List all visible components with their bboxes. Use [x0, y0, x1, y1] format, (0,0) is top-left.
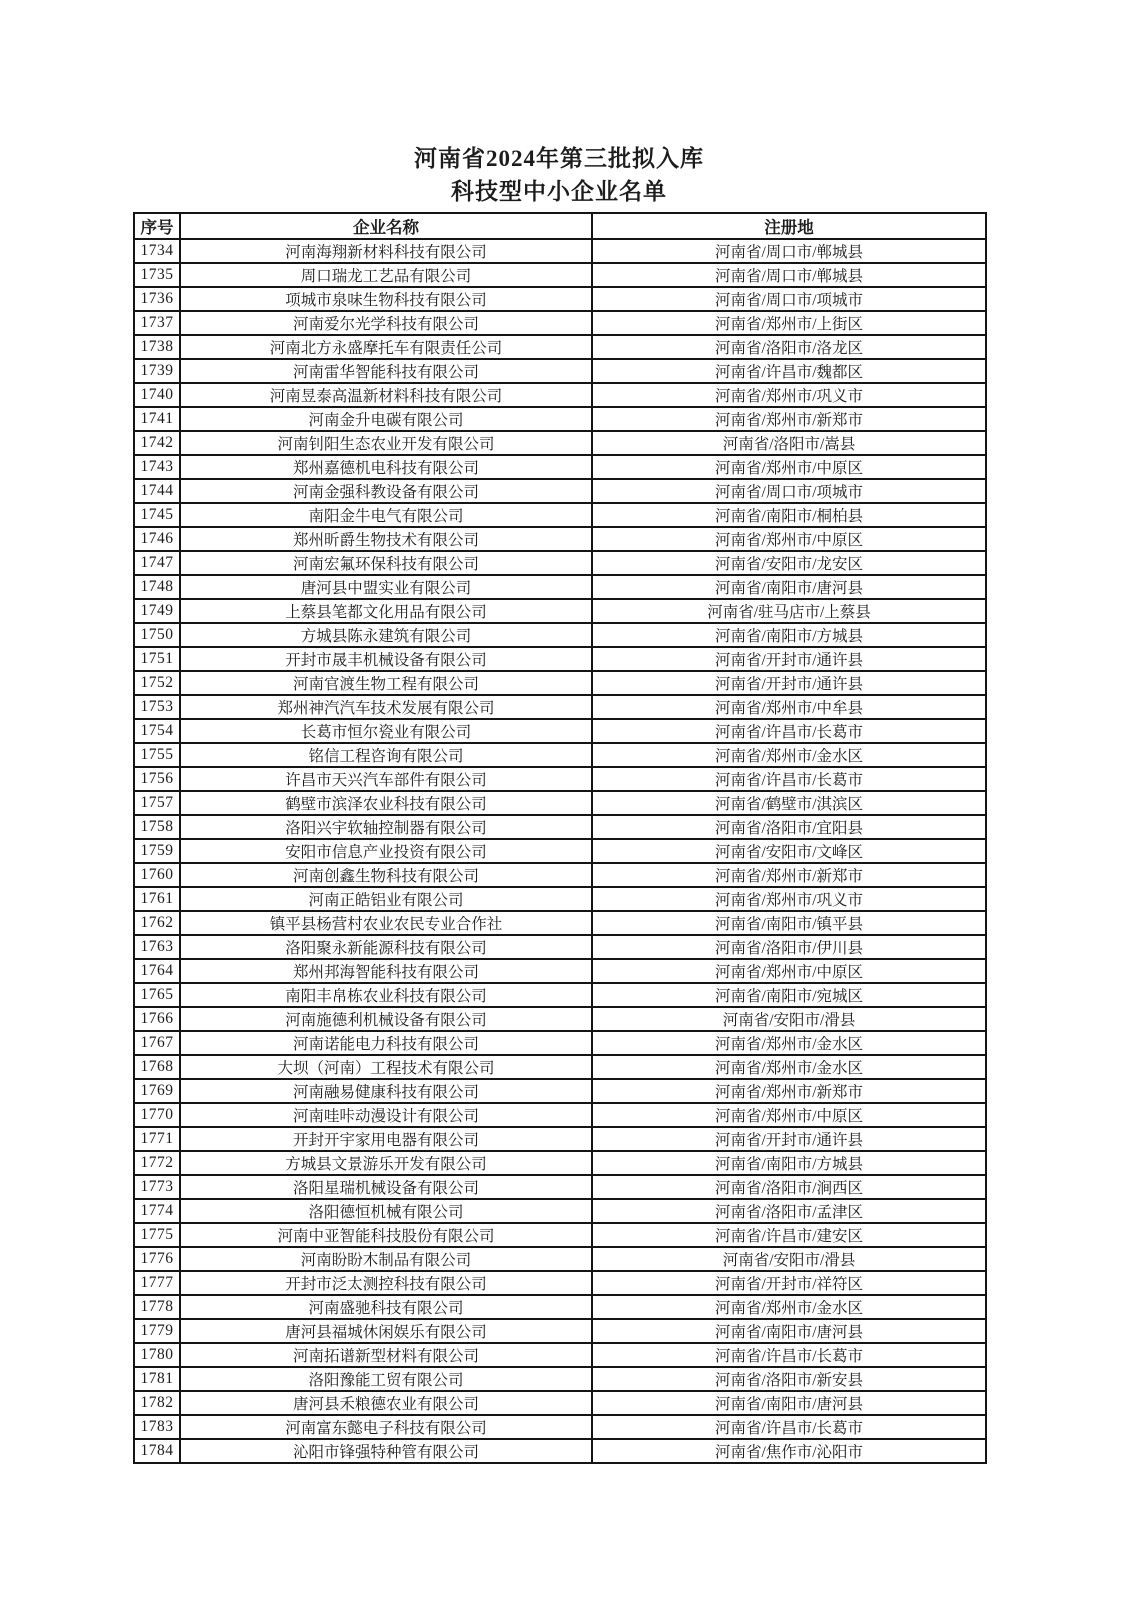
serial-cell: 1780 — [134, 1343, 180, 1367]
table-row — [134, 1127, 986, 1151]
registration-place-cell: 河南省/洛阳市/孟津区 — [592, 1199, 986, 1223]
table-row — [134, 1367, 986, 1391]
serial-cell: 1770 — [134, 1103, 180, 1127]
registration-place-cell: 河南省/南阳市/唐河县 — [592, 1319, 986, 1343]
company-name-cell: 安阳市信息产业投资有限公司 — [180, 839, 592, 863]
company-name-cell: 周口瑞龙工艺品有限公司 — [180, 263, 592, 287]
table-row — [134, 719, 986, 743]
registration-place-cell: 河南省/驻马店市/上蔡县 — [592, 599, 986, 623]
table-row — [134, 1007, 986, 1031]
table-row — [134, 1055, 986, 1079]
table-row — [134, 1415, 986, 1439]
table-header — [134, 213, 986, 239]
serial-cell: 1752 — [134, 671, 180, 695]
serial-cell: 1777 — [134, 1271, 180, 1295]
header-registration-place: 注册地 — [592, 213, 986, 239]
registration-place-cell: 河南省/郑州市/中原区 — [592, 1103, 986, 1127]
table-row — [134, 1439, 986, 1463]
registration-place-cell: 河南省/许昌市/长葛市 — [592, 1415, 986, 1439]
table-row — [134, 503, 986, 527]
registration-place-cell: 河南省/许昌市/魏都区 — [592, 359, 986, 383]
registration-place-cell: 河南省/南阳市/方城县 — [592, 1151, 986, 1175]
registration-place-cell: 河南省/开封市/祥符区 — [592, 1271, 986, 1295]
table-row — [134, 479, 986, 503]
serial-cell: 1743 — [134, 455, 180, 479]
registration-place-cell: 河南省/许昌市/长葛市 — [592, 1343, 986, 1367]
table-row — [134, 1343, 986, 1367]
registration-place-cell: 河南省/许昌市/长葛市 — [592, 767, 986, 791]
company-name-cell: 河南雷华智能科技有限公司 — [180, 359, 592, 383]
registration-place-cell: 河南省/许昌市/建安区 — [592, 1223, 986, 1247]
registration-place-cell: 河南省/郑州市/新郑市 — [592, 407, 986, 431]
serial-cell: 1759 — [134, 839, 180, 863]
company-name-cell: 唐河县禾粮德农业有限公司 — [180, 1391, 592, 1415]
serial-cell: 1750 — [134, 623, 180, 647]
serial-cell: 1778 — [134, 1295, 180, 1319]
serial-cell: 1784 — [134, 1439, 180, 1463]
table-row — [134, 239, 986, 263]
registration-place-cell: 河南省/郑州市/新郑市 — [592, 1079, 986, 1103]
registration-place-cell: 河南省/郑州市/巩义市 — [592, 383, 986, 407]
company-name-cell: 河南官渡生物工程有限公司 — [180, 671, 592, 695]
registration-place-cell: 河南省/郑州市/中原区 — [592, 959, 986, 983]
table-row — [134, 815, 986, 839]
registration-place-cell: 河南省/安阳市/龙安区 — [592, 551, 986, 575]
registration-place-cell: 河南省/洛阳市/新安县 — [592, 1367, 986, 1391]
table-row — [134, 647, 986, 671]
company-name-cell: 郑州神汽汽车技术发展有限公司 — [180, 695, 592, 719]
company-name-cell: 项城市泉味生物科技有限公司 — [180, 287, 592, 311]
company-name-cell: 南阳金牛电气有限公司 — [180, 503, 592, 527]
registration-place-cell: 河南省/许昌市/长葛市 — [592, 719, 986, 743]
serial-cell: 1745 — [134, 503, 180, 527]
registration-place-cell: 河南省/安阳市/滑县 — [592, 1247, 986, 1271]
table-row — [134, 911, 986, 935]
serial-cell: 1768 — [134, 1055, 180, 1079]
company-name-cell: 开封市晟丰机械设备有限公司 — [180, 647, 592, 671]
registration-place-cell: 河南省/开封市/通许县 — [592, 671, 986, 695]
serial-cell: 1741 — [134, 407, 180, 431]
company-name-cell: 河南富东懿电子科技有限公司 — [180, 1415, 592, 1439]
serial-cell: 1735 — [134, 263, 180, 287]
serial-cell: 1737 — [134, 311, 180, 335]
table-row — [134, 287, 986, 311]
table-row — [134, 335, 986, 359]
registration-place-cell: 河南省/郑州市/巩义市 — [592, 887, 986, 911]
serial-cell: 1775 — [134, 1223, 180, 1247]
table-row — [134, 1223, 986, 1247]
document-title — [133, 142, 985, 209]
table-row — [134, 935, 986, 959]
registration-place-cell: 河南省/焦作市/沁阳市 — [592, 1439, 986, 1463]
serial-cell: 1744 — [134, 479, 180, 503]
serial-cell: 1734 — [134, 239, 180, 263]
table-row — [134, 791, 986, 815]
serial-cell: 1761 — [134, 887, 180, 911]
serial-cell: 1781 — [134, 1367, 180, 1391]
company-name-cell: 许昌市天兴汽车部件有限公司 — [180, 767, 592, 791]
company-name-cell: 河南金强科教设备有限公司 — [180, 479, 592, 503]
company-name-cell: 唐河县中盟实业有限公司 — [180, 575, 592, 599]
company-name-cell: 洛阳豫能工贸有限公司 — [180, 1367, 592, 1391]
serial-cell: 1753 — [134, 695, 180, 719]
company-name-cell: 南阳丰帛栋农业科技有限公司 — [180, 983, 592, 1007]
registration-place-cell: 河南省/郑州市/金水区 — [592, 1295, 986, 1319]
table-row — [134, 767, 986, 791]
table-row — [134, 1151, 986, 1175]
serial-cell: 1764 — [134, 959, 180, 983]
registration-place-cell: 河南省/洛阳市/洛龙区 — [592, 335, 986, 359]
table-row — [134, 1031, 986, 1055]
company-name-cell: 洛阳聚永新能源科技有限公司 — [180, 935, 592, 959]
registration-place-cell: 河南省/郑州市/中牟县 — [592, 695, 986, 719]
company-name-cell: 鹤壁市滨泽农业科技有限公司 — [180, 791, 592, 815]
table-row — [134, 863, 986, 887]
document-title-line2: 科技型中小企业名单 — [451, 179, 667, 205]
table-row — [134, 1247, 986, 1271]
table-row — [134, 1391, 986, 1415]
company-name-cell: 长葛市恒尔瓷业有限公司 — [180, 719, 592, 743]
table-row — [134, 623, 986, 647]
company-name-cell: 洛阳德恒机械有限公司 — [180, 1199, 592, 1223]
company-name-cell: 方城县文景游乐开发有限公司 — [180, 1151, 592, 1175]
company-name-cell: 开封市泛太测控科技有限公司 — [180, 1271, 592, 1295]
table-row — [134, 839, 986, 863]
company-name-cell: 河南哇咔动漫设计有限公司 — [180, 1103, 592, 1127]
company-name-cell: 唐河县福城休闲娱乐有限公司 — [180, 1319, 592, 1343]
company-name-cell: 河南施德利机械设备有限公司 — [180, 1007, 592, 1031]
company-name-cell: 河南融易健康科技有限公司 — [180, 1079, 592, 1103]
registration-place-cell: 河南省/郑州市/金水区 — [592, 1055, 986, 1079]
enterprise-roster-table — [133, 212, 987, 1464]
serial-cell: 1774 — [134, 1199, 180, 1223]
company-name-cell: 铭信工程咨询有限公司 — [180, 743, 592, 767]
serial-cell: 1762 — [134, 911, 180, 935]
table-row — [134, 671, 986, 695]
company-name-cell: 郑州昕爵生物技术有限公司 — [180, 527, 592, 551]
registration-place-cell: 河南省/周口市/郸城县 — [592, 239, 986, 263]
registration-place-cell: 河南省/开封市/通许县 — [592, 1127, 986, 1151]
table-row — [134, 359, 986, 383]
table-row — [134, 431, 986, 455]
header-row — [134, 213, 986, 239]
table-row — [134, 407, 986, 431]
company-name-cell: 洛阳星瑞机械设备有限公司 — [180, 1175, 592, 1199]
table-row — [134, 551, 986, 575]
registration-place-cell: 河南省/周口市/郸城县 — [592, 263, 986, 287]
document-title-line1: 河南省2024年第三批拟入库 — [414, 146, 704, 171]
company-name-cell: 河南钊阳生态农业开发有限公司 — [180, 431, 592, 455]
serial-cell: 1758 — [134, 815, 180, 839]
serial-cell: 1754 — [134, 719, 180, 743]
header-company-name: 企业名称 — [180, 213, 592, 239]
table-row — [134, 263, 986, 287]
serial-cell: 1769 — [134, 1079, 180, 1103]
company-name-cell: 方城县陈永建筑有限公司 — [180, 623, 592, 647]
table-row — [134, 1319, 986, 1343]
company-name-cell: 河南盼盼木制品有限公司 — [180, 1247, 592, 1271]
registration-place-cell: 河南省/郑州市/中原区 — [592, 455, 986, 479]
company-name-cell: 河南诺能电力科技有限公司 — [180, 1031, 592, 1055]
table-row — [134, 527, 986, 551]
company-name-cell: 郑州嘉德机电科技有限公司 — [180, 455, 592, 479]
registration-place-cell: 河南省/郑州市/金水区 — [592, 743, 986, 767]
table-row — [134, 695, 986, 719]
serial-cell: 1742 — [134, 431, 180, 455]
registration-place-cell: 河南省/洛阳市/涧西区 — [592, 1175, 986, 1199]
company-name-cell: 河南宏氟环保科技有限公司 — [180, 551, 592, 575]
serial-cell: 1755 — [134, 743, 180, 767]
table-row — [134, 743, 986, 767]
serial-cell: 1783 — [134, 1415, 180, 1439]
company-name-cell: 上蔡县笔都文化用品有限公司 — [180, 599, 592, 623]
company-name-cell: 郑州邦海智能科技有限公司 — [180, 959, 592, 983]
serial-cell: 1739 — [134, 359, 180, 383]
serial-cell: 1748 — [134, 575, 180, 599]
serial-cell: 1782 — [134, 1391, 180, 1415]
registration-place-cell: 河南省/洛阳市/宜阳县 — [592, 815, 986, 839]
table-row — [134, 311, 986, 335]
table-row — [134, 1175, 986, 1199]
company-name-cell: 河南海翔新材料科技有限公司 — [180, 239, 592, 263]
serial-cell: 1760 — [134, 863, 180, 887]
table-body — [134, 239, 986, 1463]
registration-place-cell: 河南省/郑州市/上街区 — [592, 311, 986, 335]
company-name-cell: 镇平县杨营村农业农民专业合作社 — [180, 911, 592, 935]
serial-cell: 1773 — [134, 1175, 180, 1199]
table-row — [134, 1103, 986, 1127]
company-name-cell: 河南正皓铝业有限公司 — [180, 887, 592, 911]
serial-cell: 1771 — [134, 1127, 180, 1151]
serial-cell: 1740 — [134, 383, 180, 407]
company-name-cell: 河南中亚智能科技股份有限公司 — [180, 1223, 592, 1247]
serial-cell: 1766 — [134, 1007, 180, 1031]
registration-place-cell: 河南省/安阳市/滑县 — [592, 1007, 986, 1031]
serial-cell: 1756 — [134, 767, 180, 791]
registration-place-cell: 河南省/洛阳市/嵩县 — [592, 431, 986, 455]
company-name-cell: 河南昱泰高温新材料科技有限公司 — [180, 383, 592, 407]
company-name-cell: 沁阳市锋强特种管有限公司 — [180, 1439, 592, 1463]
serial-cell: 1767 — [134, 1031, 180, 1055]
registration-place-cell: 河南省/南阳市/宛城区 — [592, 983, 986, 1007]
serial-cell: 1776 — [134, 1247, 180, 1271]
company-name-cell: 大坝（河南）工程技术有限公司 — [180, 1055, 592, 1079]
company-name-cell: 开封开宇家用电器有限公司 — [180, 1127, 592, 1151]
registration-place-cell: 河南省/安阳市/文峰区 — [592, 839, 986, 863]
registration-place-cell: 河南省/南阳市/方城县 — [592, 623, 986, 647]
registration-place-cell: 河南省/周口市/项城市 — [592, 287, 986, 311]
serial-cell: 1747 — [134, 551, 180, 575]
registration-place-cell: 河南省/郑州市/金水区 — [592, 1031, 986, 1055]
serial-cell: 1746 — [134, 527, 180, 551]
registration-place-cell: 河南省/鹤壁市/淇滨区 — [592, 791, 986, 815]
company-name-cell: 河南拓谱新型材料有限公司 — [180, 1343, 592, 1367]
header-serial: 序号 — [134, 213, 180, 239]
company-name-cell: 河南金升电碳有限公司 — [180, 407, 592, 431]
company-name-cell: 河南爱尔光学科技有限公司 — [180, 311, 592, 335]
company-name-cell: 洛阳兴宇软轴控制器有限公司 — [180, 815, 592, 839]
table-row — [134, 455, 986, 479]
registration-place-cell: 河南省/南阳市/桐柏县 — [592, 503, 986, 527]
serial-cell: 1738 — [134, 335, 180, 359]
serial-cell: 1751 — [134, 647, 180, 671]
table-row — [134, 1271, 986, 1295]
registration-place-cell: 河南省/南阳市/唐河县 — [592, 1391, 986, 1415]
table-row — [134, 959, 986, 983]
table-row — [134, 383, 986, 407]
registration-place-cell: 河南省/洛阳市/伊川县 — [592, 935, 986, 959]
registration-place-cell: 河南省/郑州市/中原区 — [592, 527, 986, 551]
serial-cell: 1772 — [134, 1151, 180, 1175]
serial-cell: 1779 — [134, 1319, 180, 1343]
registration-place-cell: 河南省/周口市/项城市 — [592, 479, 986, 503]
serial-cell: 1757 — [134, 791, 180, 815]
company-name-cell: 河南北方永盛摩托车有限责任公司 — [180, 335, 592, 359]
company-name-cell: 河南创鑫生物科技有限公司 — [180, 863, 592, 887]
serial-cell: 1736 — [134, 287, 180, 311]
registration-place-cell: 河南省/南阳市/镇平县 — [592, 911, 986, 935]
table-row — [134, 1199, 986, 1223]
serial-cell: 1765 — [134, 983, 180, 1007]
table-row — [134, 1079, 986, 1103]
table-row — [134, 575, 986, 599]
table-row — [134, 983, 986, 1007]
serial-cell: 1749 — [134, 599, 180, 623]
registration-place-cell: 河南省/开封市/通许县 — [592, 647, 986, 671]
company-name-cell: 河南盛驰科技有限公司 — [180, 1295, 592, 1319]
table-row — [134, 599, 986, 623]
table-row — [134, 887, 986, 911]
table-row — [134, 1295, 986, 1319]
registration-place-cell: 河南省/郑州市/新郑市 — [592, 863, 986, 887]
registration-place-cell: 河南省/南阳市/唐河县 — [592, 575, 986, 599]
serial-cell: 1763 — [134, 935, 180, 959]
